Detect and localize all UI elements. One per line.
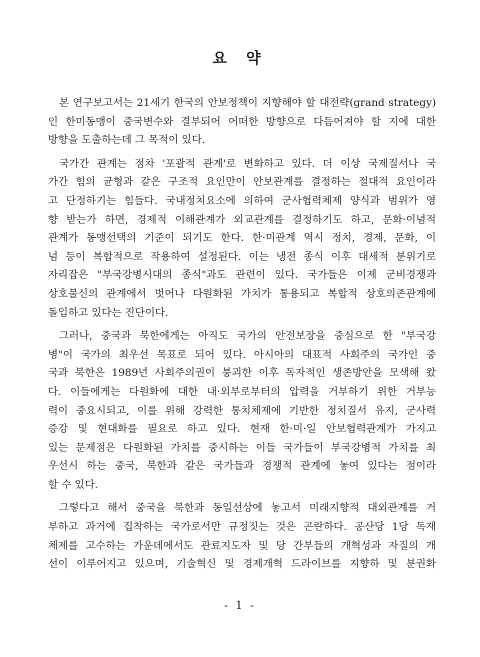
text-line: 상호불신의 관계에서 벗어나 다원화된 가치가 통용되고 복합적 상호의존관계에 (48, 287, 436, 300)
text-line: 우선시 하는 중국, 북한과 같은 국가들과 경쟁적 관계에 놓여 있다는 점이라 (48, 460, 436, 473)
text-line: 자리잡은 "부국강병시대의 종식"과도 관련이 있다. 국가들은 이제 군비경쟁과 (48, 269, 436, 282)
text-line: 선이 이루어지고 있으며, 기술혁신 및 경제개혁 드라이브를 지향하 및 분권화 (48, 558, 436, 571)
paragraph (48, 499, 436, 573)
page-number: - 1 - (224, 599, 256, 612)
text-line: 본 연구보고서는 21세기 한국의 안보정책이 지향해야 할 대전략(grand strategy) (59, 97, 436, 109)
text-line: 증강 및 현대화를 필요로 하고 있다. 현재 한·미·일 안보협력관계가 가지고 (48, 423, 436, 436)
text-line: 그렇다고 해서 중국을 북한과 동일선상에 놓고서 미래지향적 대외관계를 거 (59, 502, 436, 515)
paragraph (48, 327, 436, 494)
text-line: 부하고 과거에 집착하는 국가로서만 규정짓는 것은 곤란하다. 공산당 1당 독재 (48, 521, 436, 534)
text-line: 념 등이 복합적으로 작용하여 설정된다. 이는 냉전 종식 이후 대세적 분위기로 (48, 250, 436, 263)
text-line: 다. 이들에게는 다원화에 대한 내·외부로부터의 압력을 거부하기 위한 거부능 (48, 385, 436, 398)
text-line: 병"이 국가의 최우선 목표로 되어 있다. 아시아의 대표적 사회주의 국가인 중 (48, 348, 436, 361)
paragraph (48, 155, 436, 322)
text-line: 있는 문제점은 다원화된 가치를 중시하는 이들 국가들이 부국강병적 가치를 최 (48, 441, 436, 454)
text-line: 력이 중요시되고, 이를 위해 강력한 통치체제에 기반한 정치질서 유지, 군사력 (48, 404, 436, 417)
text-line: 가간 힘의 균형과 같은 구조적 요인만이 안보관계를 결정하는 절대적 요인이라 (48, 176, 436, 189)
text-line: 고 단정하기는 힘들다. 국내정치요소에 의하여 군사협력체제 양식과 범위가 영 (48, 194, 436, 207)
summary-body (48, 94, 436, 579)
summary-title: 요 약 (212, 49, 268, 67)
text-line: 관계가 동맹선택의 기준이 되기도 한다. 한·미관계 역시 정치, 경제, 문화, 이 (48, 232, 436, 245)
text-line: 체제를 고수하는 가운데에서도 관료지도자 및 당 간부들의 개혁성과 자질의 개 (48, 539, 436, 552)
text-line: 향 받는가 하면, 경제적 이해관계가 외교관계를 결정하기도 하고, 문화·이념적 (48, 213, 436, 226)
text-line: 국과 북한은 1989년 사회주의권이 붕괴한 이후 독자적인 생존방안을 모색해 왔 (48, 367, 436, 380)
text-line: 할 수 있다. (48, 478, 99, 491)
text-line: 그러나, 중국과 북한에게는 아직도 국가의 안전보장을 중심으로 한 "부국강 (59, 330, 436, 343)
text-line: 방향을 도출하는데 그 목적이 있다. (48, 134, 206, 147)
paragraph (48, 94, 436, 150)
text-line: 국가간 관계는 점차 '포괄적 관계'로 변화하고 있다. 더 이상 국제질서나 국 (59, 157, 436, 170)
text-line: 인 한미동맹이 중국변수와 결부되어 어떠한 방향으로 다듬어져야 할 지에 대한 (48, 115, 436, 128)
text-line: 돌입하고 있다는 진단이다. (48, 306, 169, 319)
